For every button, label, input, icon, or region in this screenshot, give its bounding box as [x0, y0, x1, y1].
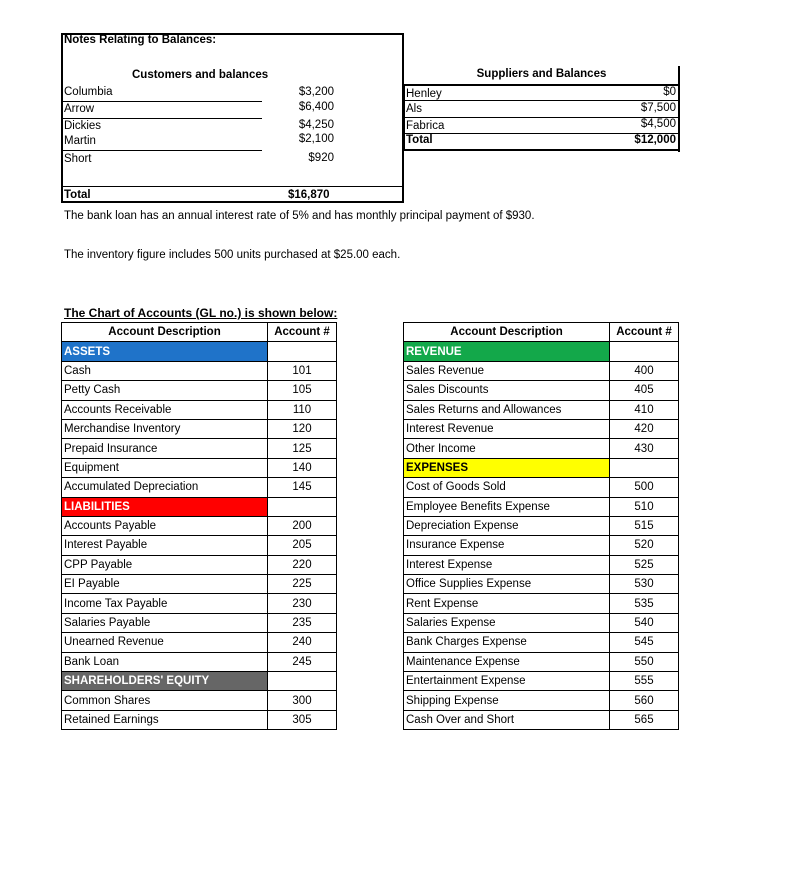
inventory-note: The inventory figure includes 500 units purchased at $25.00 each. [64, 249, 401, 261]
account-row [62, 613, 337, 632]
account-description: Maintenance Expense [404, 652, 610, 671]
column-header-account-number: Account # [610, 323, 679, 342]
account-number: 420 [610, 419, 679, 438]
account-row [404, 594, 679, 613]
chart-of-accounts-left-table [61, 322, 337, 730]
suppliers-total-amount: $12,000 [634, 134, 676, 146]
account-number: 535 [610, 594, 679, 613]
divider [62, 150, 262, 151]
account-row [404, 400, 679, 419]
account-row [62, 710, 337, 729]
account-description: Insurance Expense [404, 536, 610, 555]
section-header-row [62, 497, 337, 516]
account-row [404, 575, 679, 594]
account-number: 145 [268, 478, 337, 497]
section-label: ASSETS [62, 342, 268, 361]
account-row [404, 710, 679, 729]
account-row [404, 555, 679, 574]
account-description: Petty Cash [62, 381, 268, 400]
account-description: Retained Earnings [62, 710, 268, 729]
chart-of-accounts-title: The Chart of Accounts (GL no.) is shown below: [64, 306, 338, 320]
customers-total-label: Total [64, 189, 91, 201]
account-number: 510 [610, 497, 679, 516]
section-label: EXPENSES [404, 458, 610, 477]
account-number: 200 [268, 516, 337, 535]
account-description: Bank Charges Expense [404, 633, 610, 652]
account-number: 205 [268, 536, 337, 555]
account-row [404, 652, 679, 671]
account-row [62, 400, 337, 419]
account-row [404, 633, 679, 652]
account-description: Rent Expense [404, 594, 610, 613]
account-number: 545 [610, 633, 679, 652]
account-number: 555 [610, 672, 679, 691]
account-description: Shipping Expense [404, 691, 610, 710]
account-row [404, 691, 679, 710]
account-number: 120 [268, 419, 337, 438]
account-description: Interest Payable [62, 536, 268, 555]
account-row [62, 516, 337, 535]
account-description: Cash [62, 361, 268, 380]
section-header-row [404, 342, 679, 361]
account-description: Sales Revenue [404, 361, 610, 380]
account-row [62, 555, 337, 574]
customer-name: Martin [64, 135, 96, 147]
account-row [404, 497, 679, 516]
account-row [404, 613, 679, 632]
account-number: 305 [268, 710, 337, 729]
supplier-amount: $4,500 [640, 118, 676, 130]
customer-amount: $4,250 [298, 119, 334, 131]
customer-amount: $2,100 [298, 133, 334, 145]
account-number: 500 [610, 478, 679, 497]
section-label: SHAREHOLDERS' EQUITY [62, 672, 268, 691]
account-row [404, 439, 679, 458]
account-description: Accumulated Depreciation [62, 478, 268, 497]
account-description: Accounts Payable [62, 516, 268, 535]
account-number: 550 [610, 652, 679, 671]
account-number: 125 [268, 439, 337, 458]
account-row [404, 419, 679, 438]
account-number: 235 [268, 613, 337, 632]
account-description: EI Payable [62, 575, 268, 594]
account-number: 230 [268, 594, 337, 613]
divider [404, 149, 680, 151]
account-row [62, 691, 337, 710]
customer-amount: $920 [308, 152, 334, 164]
account-description: Depreciation Expense [404, 516, 610, 535]
account-number [268, 342, 337, 361]
divider [678, 66, 680, 152]
account-number [268, 672, 337, 691]
section-label: LIABILITIES [62, 497, 268, 516]
account-number: 430 [610, 439, 679, 458]
account-description: Merchandise Inventory [62, 419, 268, 438]
account-row [62, 536, 337, 555]
divider [62, 118, 262, 119]
customer-name: Dickies [64, 120, 102, 132]
section-header-row [404, 458, 679, 477]
account-row [404, 672, 679, 691]
account-description: CPP Payable [62, 555, 268, 574]
account-description: Salaries Expense [404, 613, 610, 632]
customers-total-amount: $16,870 [288, 189, 330, 201]
supplier-amount: $7,500 [640, 102, 676, 114]
account-description: Sales Discounts [404, 381, 610, 400]
account-number: 515 [610, 516, 679, 535]
account-number: 105 [268, 381, 337, 400]
account-description: Income Tax Payable [62, 594, 268, 613]
account-number: 300 [268, 691, 337, 710]
customer-amount: $3,200 [298, 86, 334, 98]
bank-loan-note: The bank loan has an annual interest rate of 5% and has monthly principal payment of $930. [64, 210, 535, 222]
account-description: Other Income [404, 439, 610, 458]
divider [404, 100, 680, 101]
column-header-account-number: Account # [268, 323, 337, 342]
account-description: Entertainment Expense [404, 672, 610, 691]
account-number [610, 458, 679, 477]
account-row [62, 652, 337, 671]
column-header-description: Account Description [404, 323, 610, 342]
total-divider [62, 186, 404, 187]
account-row [62, 575, 337, 594]
account-number: 240 [268, 633, 337, 652]
account-row [404, 516, 679, 535]
account-description: Office Supplies Expense [404, 575, 610, 594]
account-number: 530 [610, 575, 679, 594]
account-number: 220 [268, 555, 337, 574]
customer-amount: $6,400 [298, 101, 334, 113]
account-row [404, 361, 679, 380]
section-header-row [62, 672, 337, 691]
account-row [62, 633, 337, 652]
account-row [62, 594, 337, 613]
account-description: Unearned Revenue [62, 633, 268, 652]
customer-name: Arrow [64, 103, 95, 115]
account-number: 101 [268, 361, 337, 380]
account-description: Cash Over and Short [404, 710, 610, 729]
supplier-amount: $0 [663, 86, 676, 98]
account-number: 410 [610, 400, 679, 419]
account-description: Prepaid Insurance [62, 439, 268, 458]
suppliers-total-label: Total [406, 134, 433, 146]
account-description: Salaries Payable [62, 613, 268, 632]
supplier-name: Fabrica [406, 120, 445, 132]
customer-name: Columbia [64, 86, 113, 98]
customer-name: Short [64, 153, 92, 165]
account-number [268, 497, 337, 516]
account-row [62, 458, 337, 477]
account-description: Interest Expense [404, 555, 610, 574]
account-row [404, 478, 679, 497]
supplier-name: Als [406, 103, 422, 115]
account-row [62, 478, 337, 497]
account-description: Employee Benefits Expense [404, 497, 610, 516]
column-header-description: Account Description [62, 323, 268, 342]
account-description: Cost of Goods Sold [404, 478, 610, 497]
account-row [62, 419, 337, 438]
account-row [62, 361, 337, 380]
account-description: Bank Loan [62, 652, 268, 671]
account-row [404, 381, 679, 400]
account-description: Accounts Receivable [62, 400, 268, 419]
supplier-name: Henley [406, 88, 442, 100]
account-row [62, 381, 337, 400]
account-description: Common Shares [62, 691, 268, 710]
account-number: 225 [268, 575, 337, 594]
account-number: 245 [268, 652, 337, 671]
suppliers-heading: Suppliers and Balances [476, 68, 607, 80]
account-number: 110 [268, 400, 337, 419]
account-number: 405 [610, 381, 679, 400]
account-row [404, 536, 679, 555]
account-number: 540 [610, 613, 679, 632]
section-header-row [62, 342, 337, 361]
account-number [610, 342, 679, 361]
notes-title: Notes Relating to Balances: [64, 34, 217, 46]
account-number: 525 [610, 555, 679, 574]
account-description: Interest Revenue [404, 419, 610, 438]
account-number: 140 [268, 458, 337, 477]
divider [62, 101, 262, 102]
chart-of-accounts-right-table [403, 322, 679, 730]
account-number: 520 [610, 536, 679, 555]
account-description: Equipment [62, 458, 268, 477]
customers-heading: Customers and balances [132, 69, 269, 81]
account-number: 565 [610, 710, 679, 729]
section-label: REVENUE [404, 342, 610, 361]
account-description: Sales Returns and Allowances [404, 400, 610, 419]
account-number: 560 [610, 691, 679, 710]
account-row [62, 439, 337, 458]
account-number: 400 [610, 361, 679, 380]
